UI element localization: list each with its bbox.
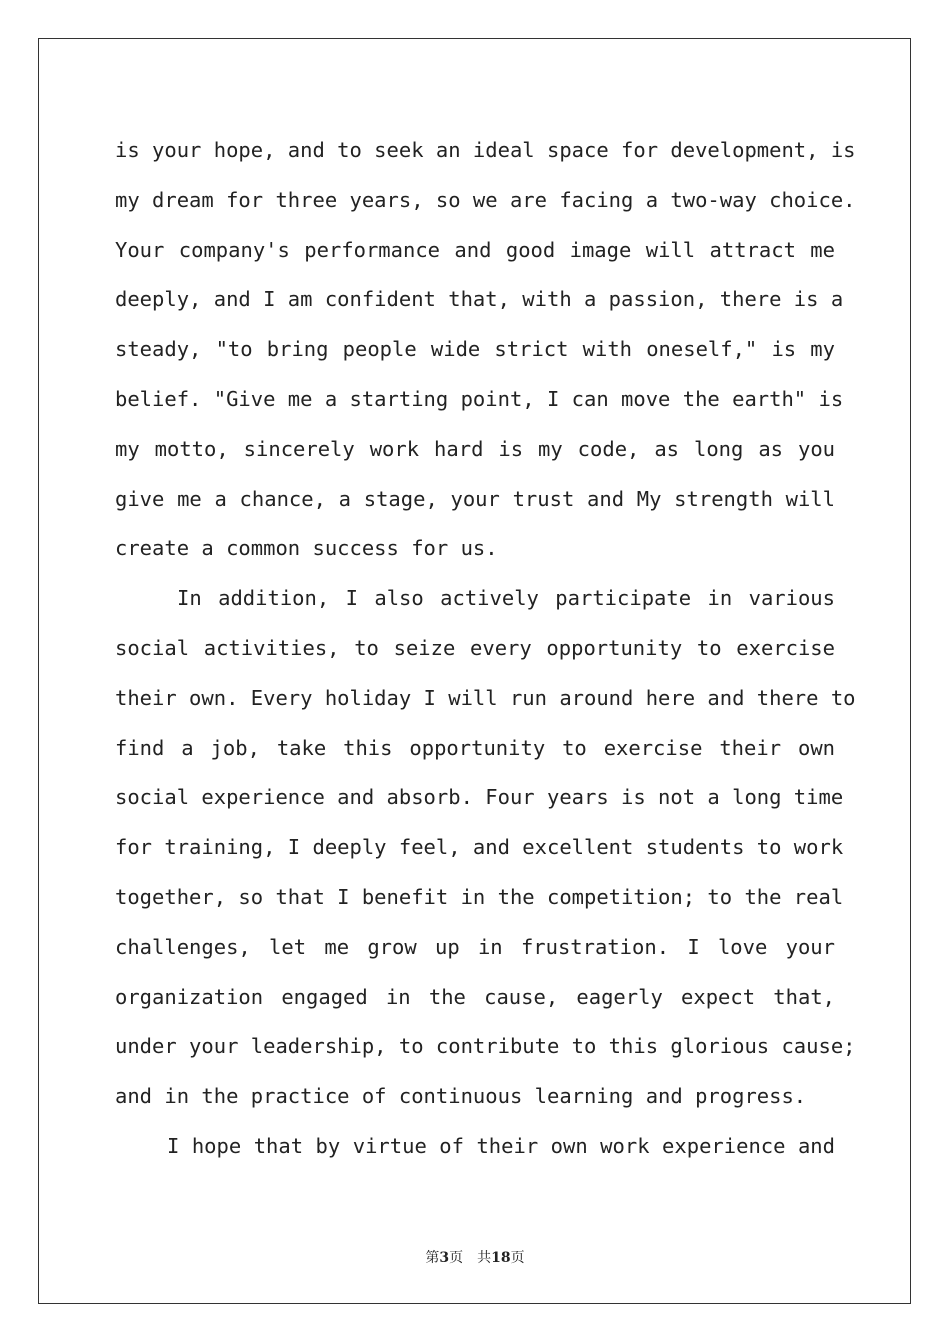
total-pages-number: 18 [491, 1250, 511, 1266]
text-line: organization engaged in the cause, eagerly expect that, [115, 984, 835, 1009]
text-line: create a common success for us. [115, 536, 498, 561]
text-line: is your hope, and to seek an ideal space for development, is [115, 138, 856, 162]
footer-mid: 页 共 [449, 1250, 492, 1266]
text-line: give me a chance, a stage, your trust and My strength will [115, 486, 835, 511]
footer-suffix: 页 [510, 1250, 525, 1266]
current-page-number: 3 [439, 1250, 450, 1266]
text-line: steady, "to bring people wide strict with oneself," is my [115, 337, 835, 362]
text-line: In addition, I also actively participate in various [177, 586, 835, 611]
text-line: my dream for three years, so we are facing a two-way choice. [115, 187, 856, 212]
text-line: for training, I deeply feel, and excellent students to work [115, 835, 844, 860]
text-line: my motto, sincerely work hard is my code, as long as you [115, 436, 835, 461]
text-line: challenges, let me grow up in frustration. I love your [115, 934, 835, 959]
document-body [115, 126, 856, 1172]
text-line: their own. Every holiday I will run around here and there to [115, 685, 856, 710]
text-line: belief. "Give me a starting point, I can move the earth" is [115, 386, 844, 411]
footer-prefix: 第 [425, 1250, 440, 1266]
text-line: find a job, take this opportunity to exercise their own [115, 735, 835, 760]
text-line: I hope that by virtue of their own work experience and [167, 1133, 835, 1158]
text-line: social activities, to seize every opportunity to exercise [115, 635, 835, 660]
text-line: deeply, and I am confident that, with a passion, there is a [115, 287, 844, 312]
text-line: and in the practice of continuous learning and progress. [115, 1084, 807, 1109]
page-number-footer [0, 1247, 950, 1267]
text-line: together, so that I benefit in the competition; to the real [115, 884, 844, 909]
text-line: social experience and absorb. Four years is not a long time [115, 785, 844, 810]
text-line: under your leadership, to contribute to this glorious cause; [115, 1034, 856, 1059]
text-line: Your company's performance and good image will attract me [115, 237, 835, 262]
